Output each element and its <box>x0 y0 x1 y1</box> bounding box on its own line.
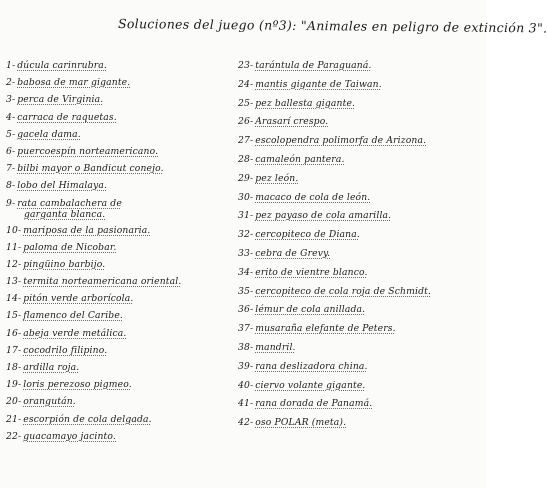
item-text-continuation: garganta blanca. <box>24 208 106 220</box>
list-item <box>238 248 484 267</box>
item-number: 25- <box>238 97 254 109</box>
item-number: 28- <box>238 153 254 165</box>
list-item <box>238 323 484 342</box>
item-number: 30- <box>238 191 254 203</box>
item-number: 23- <box>238 60 254 71</box>
item-number: 14- <box>6 293 22 305</box>
item-text: rana deslizadora china. <box>255 360 368 372</box>
list-item <box>238 192 484 211</box>
list-item <box>238 79 484 98</box>
item-text: lobo del Himalaya. <box>17 180 108 192</box>
item-text: oso POLAR (meta). <box>255 417 347 429</box>
list-item <box>6 146 234 163</box>
item-text: babosa de mar gigante. <box>17 77 131 89</box>
list-item <box>6 293 234 310</box>
item-text: Arasarí crespo. <box>255 116 329 128</box>
item-text: mantis gigante de Taiwan. <box>255 78 382 90</box>
item-text: puercoespín norteamericano. <box>17 145 159 157</box>
item-text: paloma de Nicobar. <box>23 241 117 253</box>
item-text: musaraña elefante de Peters. <box>255 323 396 335</box>
list-item <box>6 259 234 276</box>
item-text: macaco de cola de león. <box>255 191 371 203</box>
item-text: pingüino barbijo. <box>23 258 106 270</box>
list-item <box>6 276 234 293</box>
item-number: 35- <box>238 285 254 297</box>
answers-list-left <box>6 60 234 448</box>
list-item <box>238 116 484 135</box>
list-item <box>238 304 484 323</box>
item-text: ardilla roja. <box>23 362 80 373</box>
item-text: camaleón pantera. <box>255 153 345 165</box>
item-text: ciervo volante gigante. <box>255 379 366 391</box>
list-item <box>6 310 234 327</box>
list-item <box>238 210 484 229</box>
item-number: 2- <box>6 77 16 89</box>
item-text: lémur de cola anillada. <box>255 304 366 316</box>
item-number: 22- <box>6 430 22 442</box>
item-number: 3- <box>6 94 16 106</box>
item-number: 29- <box>238 172 254 184</box>
list-item <box>238 229 484 248</box>
item-number: 15- <box>6 310 22 322</box>
item-number: 9- <box>6 197 16 209</box>
item-text: carraca de raquetas. <box>17 111 117 123</box>
item-number: 6- <box>6 145 16 157</box>
list-item <box>6 431 234 448</box>
item-number: 26- <box>238 116 254 128</box>
item-text: escolopendra polimorfa de Arizona. <box>255 135 427 147</box>
item-text: tarántula de Paraguaná. <box>255 60 372 71</box>
item-number: 12- <box>6 258 22 270</box>
item-number: 19- <box>6 379 22 391</box>
item-text: cercopiteco de Diana. <box>255 229 360 241</box>
list-item <box>238 154 484 173</box>
item-text: pez payaso de cola amarilla. <box>255 210 392 222</box>
item-number: 31- <box>238 210 254 222</box>
item-text: bilbi mayor o Bandicut conejo. <box>17 163 164 175</box>
item-text: erito de vientre blanco. <box>255 266 368 278</box>
page-title: Soluciones del juego (nº3): "Animales en peligro de extinción 3". <box>117 16 547 36</box>
item-text: termita norteamericana oriental. <box>23 276 182 288</box>
item-number: 8- <box>6 180 16 192</box>
item-text: pez león. <box>255 172 299 184</box>
list-item <box>6 345 234 362</box>
item-text: escorpión de cola delgada. <box>23 413 152 425</box>
list-item <box>6 225 234 242</box>
item-text: rata cambalachera de <box>17 197 122 209</box>
item-number: 16- <box>6 327 22 339</box>
item-number: 21- <box>6 413 22 425</box>
item-text: dúcula carinrubra. <box>17 60 107 71</box>
item-text: perca de Virginia. <box>17 94 104 106</box>
item-number: 39- <box>238 360 254 372</box>
item-text: pez ballesta gigante. <box>255 97 356 109</box>
list-item <box>238 267 484 286</box>
item-text: pitón verde arborícola. <box>23 293 134 305</box>
item-number: 10- <box>6 224 22 236</box>
list-item <box>238 98 484 117</box>
list-item <box>238 286 484 305</box>
list-item <box>6 60 234 77</box>
item-number: 4- <box>6 111 16 123</box>
item-number: 40- <box>238 379 254 391</box>
list-item <box>238 135 484 154</box>
item-number: 37- <box>238 323 254 335</box>
item-number: 5- <box>6 128 16 140</box>
item-text: abeja verde metálica. <box>23 327 127 339</box>
list-item <box>6 198 234 225</box>
item-text: orangután. <box>23 396 76 408</box>
list-item <box>6 242 234 259</box>
item-text: mariposa de la pasionaria. <box>23 224 151 236</box>
list-item <box>6 414 234 431</box>
item-number: 20- <box>6 396 22 408</box>
list-item <box>6 396 234 413</box>
item-text: guacamayo jacinto. <box>23 430 116 442</box>
item-number: 1- <box>6 60 16 71</box>
item-text: cebra de Grevy. <box>255 247 331 259</box>
list-item <box>6 379 234 396</box>
item-number: 13- <box>6 276 22 288</box>
item-number: 41- <box>238 398 254 410</box>
item-text: cocodrilo filipino. <box>23 344 108 356</box>
item-number: 36- <box>238 304 254 316</box>
list-item <box>238 417 484 436</box>
item-number: 17- <box>6 344 22 356</box>
item-number: 24- <box>238 78 254 90</box>
list-item <box>6 163 234 180</box>
item-number: 18- <box>6 362 22 373</box>
item-text: mandril. <box>255 341 296 353</box>
list-item <box>6 77 234 94</box>
item-number: 34- <box>238 266 254 278</box>
list-item <box>6 129 234 146</box>
list-item <box>6 328 234 345</box>
list-item <box>238 398 484 417</box>
item-number: 27- <box>238 135 254 147</box>
item-number: 33- <box>238 247 254 259</box>
item-text: cercopiteco de cola roja de Schmidt. <box>255 285 432 297</box>
list-item <box>6 94 234 111</box>
answers-list-right <box>238 60 484 436</box>
list-item <box>6 362 234 379</box>
item-text: rana dorada de Panamá. <box>255 398 373 410</box>
list-item <box>6 180 234 197</box>
list-item <box>238 173 484 192</box>
item-number: 11- <box>6 241 22 253</box>
item-number: 7- <box>6 163 16 175</box>
item-text: flamenco del Caribe. <box>23 310 123 322</box>
item-text: gacela dama. <box>17 128 81 140</box>
item-number: 32- <box>238 229 254 241</box>
list-item <box>238 380 484 399</box>
item-number: 42- <box>238 417 254 429</box>
list-item <box>238 342 484 361</box>
list-item <box>6 112 234 129</box>
item-number: 38- <box>238 341 254 353</box>
item-text: loris perezoso pigmeo. <box>23 379 132 391</box>
list-item <box>238 60 484 79</box>
list-item <box>238 361 484 380</box>
